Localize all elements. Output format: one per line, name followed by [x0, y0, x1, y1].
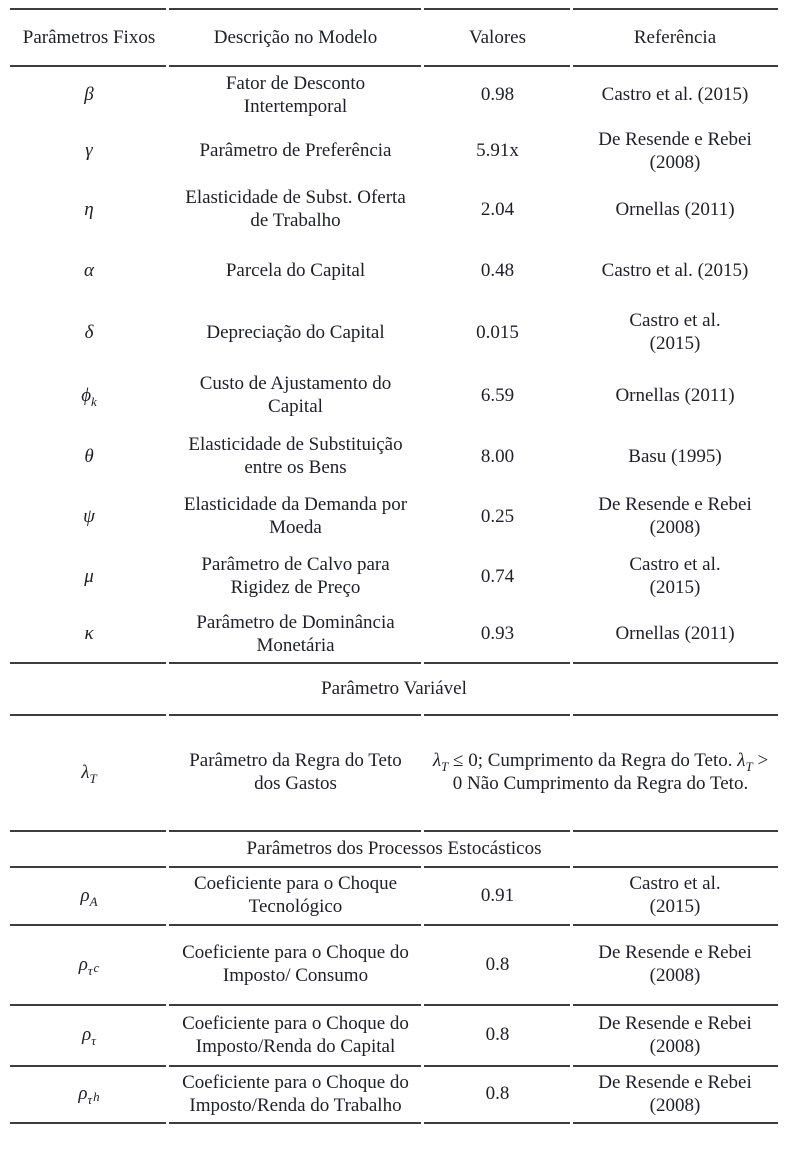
param-description: Parâmetro de Dominância Monetária [196, 611, 395, 656]
param-description: Coeficiente para o Choque do Imposto/ Consumo [182, 942, 409, 986]
column-header-descricao: Descrição no Modelo [213, 26, 378, 48]
row-alpha [10, 241, 778, 301]
param-symbol: $\rho_\tau c$ [78, 953, 100, 978]
param-reference: Basu (1995) [628, 445, 722, 467]
param-condition [423, 716, 778, 830]
param-description: Parcela do Capital [225, 259, 366, 281]
param-description: Coeficiente para o Choque do Imposto/Renda do Capital [182, 1012, 409, 1057]
param-value: 0.8 [485, 953, 510, 975]
param-description: Custo de Ajustamento do Capital [199, 373, 392, 417]
row-theta [10, 427, 778, 487]
param-value: 5.91x [476, 140, 519, 162]
param-description: Fator de Desconto Intertemporal [225, 72, 366, 117]
condition-compliance: $\lambda_T \le 0$; Cumprimento da Regra do Teto. [432, 750, 733, 774]
param-description: Parâmetro de Calvo para Rigidez de Preço [201, 554, 390, 598]
param-symbol: η [84, 198, 94, 220]
table-header-row [10, 10, 778, 65]
column-header-valores: Valores [469, 26, 526, 48]
param-symbol: $\lambda_T$ [81, 761, 97, 786]
param-description: Coeficiente para o Choque do Imposto/Renda do Trabalho [182, 1071, 409, 1116]
param-symbol: ψ [83, 505, 95, 527]
row-psi [10, 487, 778, 547]
param-symbol: β [84, 84, 94, 106]
param-description: Parâmetro da Regra do Teto dos Gastos [189, 750, 402, 794]
param-value: 2.04 [480, 198, 515, 220]
param-reference: Ornellas (2011) [615, 198, 735, 220]
param-reference: Castro et al. (2015) [629, 873, 721, 917]
row-rho-tau-h [10, 1067, 778, 1122]
row-delta [10, 301, 778, 365]
param-reference: Castro et al. (2015) [629, 310, 721, 354]
section-row-stochastic [10, 832, 778, 866]
row-kappa [10, 607, 778, 662]
param-description: Parâmetro de Preferência [199, 140, 392, 162]
param-value: 8.00 [480, 445, 515, 467]
param-symbol: $\rho_\tau h$ [78, 1083, 100, 1107]
param-value: 0.48 [480, 259, 515, 281]
param-reference: Ornellas (2011) [615, 384, 735, 406]
param-description: Elasticidade da Demanda por Moeda [183, 494, 408, 538]
param-reference: De Resende e Rebei (2008) [598, 494, 752, 538]
section-row-variable [10, 664, 778, 714]
row-mu [10, 547, 778, 607]
param-value: 0.98 [480, 84, 515, 106]
param-reference: De Resende e Rebei (2008) [598, 942, 752, 986]
param-description: Depreciação do Capital [206, 321, 385, 343]
table-rule-bottom [10, 1122, 778, 1124]
param-value: 0.015 [476, 321, 519, 343]
param-value: 0.8 [485, 1083, 510, 1105]
param-symbol: $\phi_k$ [81, 384, 97, 409]
param-value: 0.91 [480, 884, 515, 906]
param-reference: De Resende e Rebei (2008) [598, 1012, 752, 1057]
row-rho-a [10, 868, 778, 924]
param-symbol: κ [84, 623, 94, 645]
param-symbol: γ [85, 140, 93, 162]
condition-noncompliance: $\lambda_T > 0$ Não Cumprimento da Regra do Teto. [452, 750, 769, 794]
row-gamma [10, 124, 778, 179]
section-title-variable: Parâmetro Variável [321, 677, 467, 699]
param-value: 0.74 [480, 565, 515, 587]
row-phi-k [10, 365, 778, 427]
row-eta [10, 179, 778, 241]
param-reference: Ornellas (2011) [615, 623, 735, 645]
param-value: 0.8 [485, 1024, 510, 1046]
column-header-parametros-fixos: Parâmetros Fixos [22, 26, 156, 48]
row-rho-tau-c [10, 926, 778, 1004]
param-symbol: θ [84, 445, 94, 467]
param-symbol: $\rho_A$ [80, 884, 98, 909]
param-symbol: μ [84, 565, 94, 587]
section-title-stochastic: Parâmetros dos Processos Estocásticos [246, 837, 542, 859]
param-reference: De Resende e Rebei (2008) [598, 128, 752, 173]
row-rho-tau [10, 1006, 778, 1065]
param-value: 6.59 [480, 384, 515, 406]
param-description: Elasticidade de Substituição entre os Bens [188, 434, 403, 478]
param-reference: Castro et al. (2015) [601, 259, 749, 281]
row-lambda-t [10, 716, 778, 830]
param-value: 0.25 [480, 505, 515, 527]
param-reference: Castro et al. (2015) [601, 84, 749, 106]
param-symbol: δ [84, 321, 94, 343]
param-description: Elasticidade de Subst. Oferta de Trabalho [185, 187, 406, 231]
column-header-referencia: Referência [633, 26, 717, 48]
row-beta [10, 67, 778, 124]
param-symbol: $\rho_\tau$ [82, 1024, 96, 1048]
param-symbol: α [84, 259, 94, 281]
param-reference: Castro et al. (2015) [629, 554, 721, 598]
param-description: Coeficiente para o Choque Tecnológico [193, 873, 398, 917]
param-value: 0.93 [480, 623, 515, 645]
param-reference: De Resende e Rebei (2008) [598, 1071, 752, 1116]
